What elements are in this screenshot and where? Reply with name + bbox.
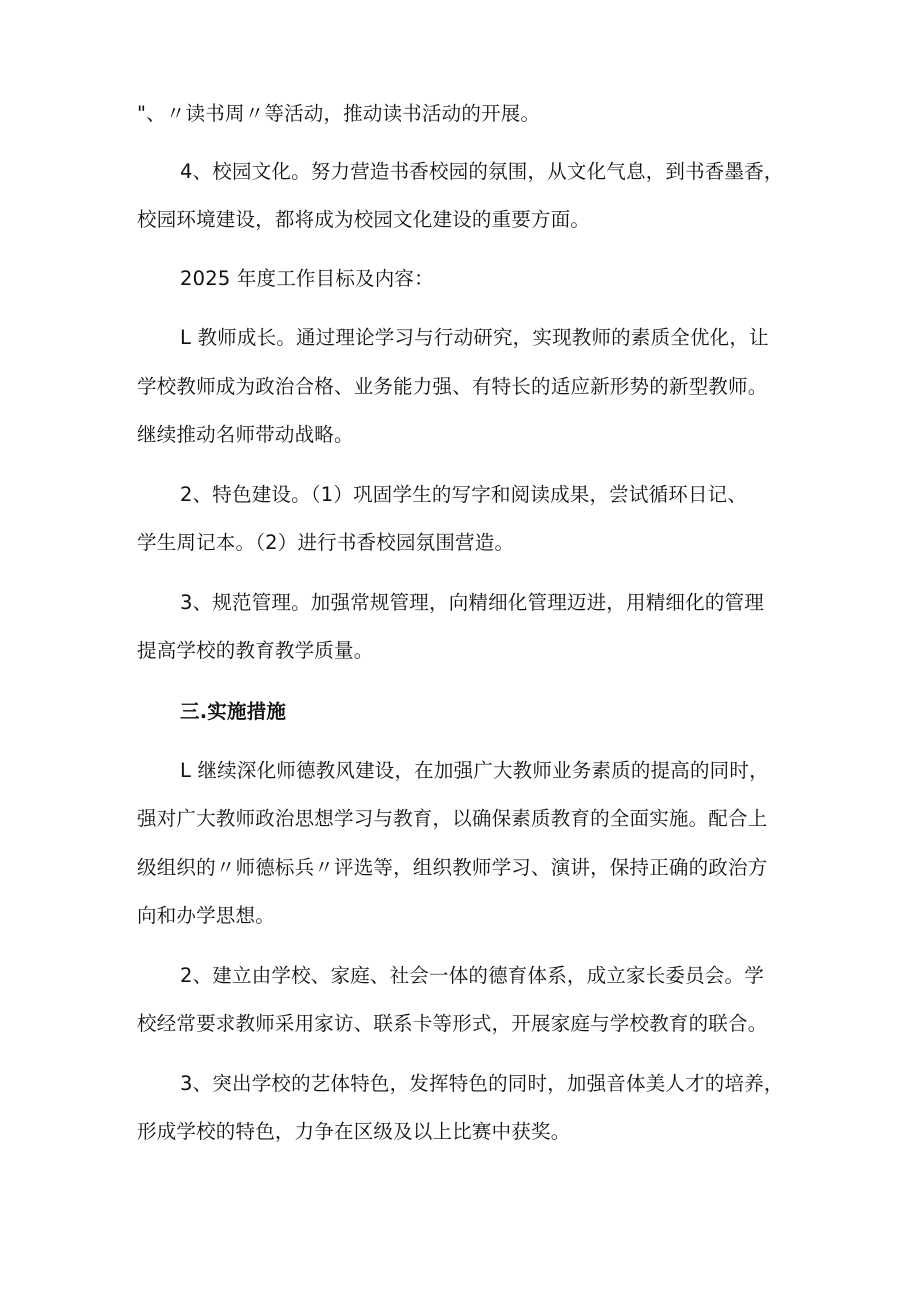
paragraph-moral-education-line-2: 校经常要求教师采用家访、联系卡等形式，开展家庭与学校教育的联合。 [137,1012,768,1035]
paragraph-teacher-ethics-line-2: 强对广大教师政治思想学习与教育，以确保素质教育的全面实施。配合上 [137,807,768,830]
paragraph-feature-building-line-2: 学生周记本。（2）进行书香校园氛围营造。 [137,531,515,554]
paragraph-teacher-growth-line-2: 学校教师成为政治合格、业务能力强、有特长的适应新形势的新型教师。 [137,375,768,398]
paragraph-arts-sports-line-2: 形成学校的特色，力争在区级及以上比赛中获奖。 [137,1120,571,1143]
paragraph-campus-culture-line-2: 校园环境建设，都将成为校园文化建设的重要方面。 [137,208,591,231]
paragraph-arts-sports-line-1: 3、突出学校的艺体特色，发挥特色的同时，加强音体美人才的培养， [180,1072,784,1095]
paragraph-standard-management-line-1: 3、规范管理。加强常规管理，向精细化管理迈进，用精细化的管理 [180,591,764,614]
paragraph-teacher-growth-line-3: 继续推动名师带动战略。 [137,423,354,446]
paragraph-standard-management-line-2: 提高学校的教育教学质量。 [137,639,374,662]
paragraph-reading-week-line-1: "、〃读书周〃等活动，推动读书活动的开展。 [137,102,541,125]
paragraph-teacher-ethics-line-3: 级组织的〃师德标兵〃评选等，组织教师学习、演讲，保持正确的政治方 [137,856,768,879]
paragraph-feature-building-line-1: 2、特色建设。（1）巩固学生的写字和阅读成果，尝试循环日记、 [180,483,748,506]
paragraph-annual-goals-title: 2025 年度工作目标及内容： [180,267,434,290]
paragraph-teacher-ethics-line-4: 向和办学思想。 [137,904,275,927]
paragraph-teacher-ethics-line-1: L 继续深化师德教风建设，在加强广大教师业务素质的提高的同时， [180,759,769,782]
paragraph-campus-culture-line-1: 4、校园文化。努力营造书香校园的氛围，从文化气息，到书香墨香， [180,160,784,183]
paragraph-moral-education-line-1: 2、建立由学校、家庭、社会一体的德育体系，成立家长委员会。学 [180,964,764,987]
paragraph-teacher-growth-line-1: L 教师成长。通过理论学习与行动研究，实现教师的素质全优化，让 [180,326,769,349]
section-heading-implementation: 三.实施措施 [180,700,287,723]
